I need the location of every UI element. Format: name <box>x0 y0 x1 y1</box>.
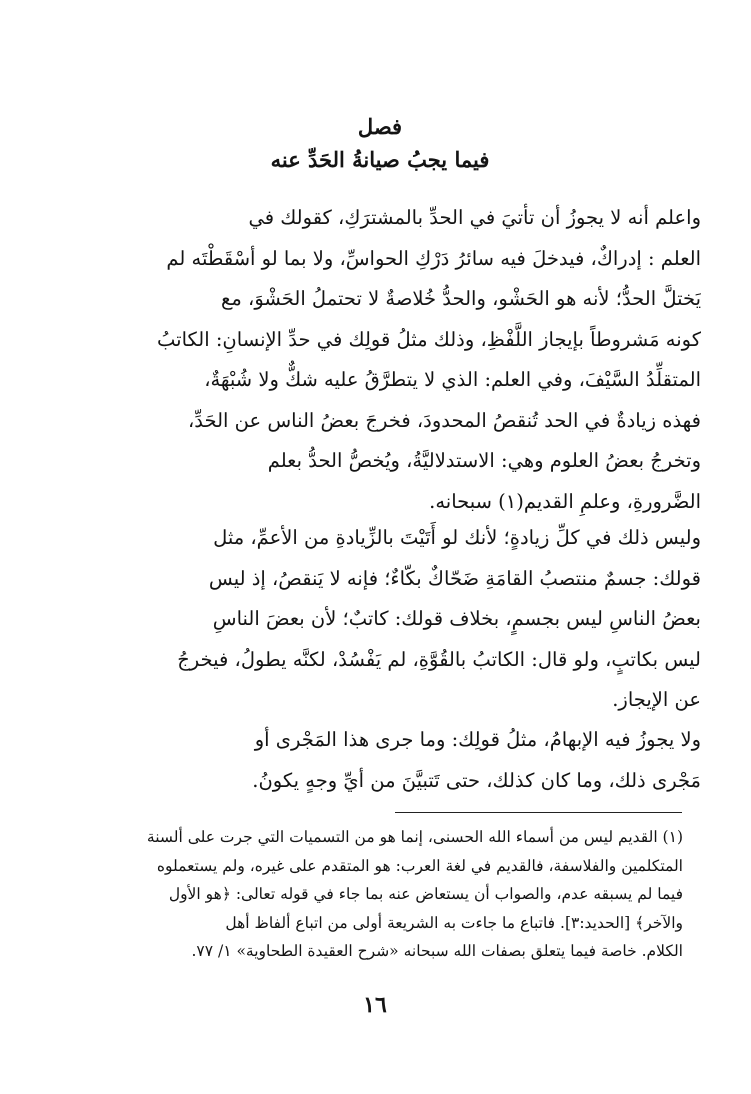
footnote <box>63 823 683 966</box>
footnote-line: المتكلمين والفلاسفة، فالقديم في لغة العرب: هو المتقدم على غيره، ولم يستعملوه <box>156 856 683 875</box>
text-line: وليس ذلك في كلِّ زيادةٍ؛ لأنك لو أَتَيْتَ بالزِّيادةِ من الأعمِّ، مثل <box>213 526 701 549</box>
text-line: بعضُ الناسِ ليس بجسمٍ، بخلاف قولك: كاتبٌ؛ لأن بعضَ الناسِ <box>212 607 701 630</box>
text-line: الضَّرورةِ، وعلمِ القديم(١) سبحانه. <box>429 489 701 513</box>
text-line: وتخرجُ بعضُ العلوم وهي: الاستدلاليَّةُ، ويُخصُّ الحدُّ بعلم <box>267 449 701 472</box>
text-line: العلم : إدراكٌ، فيدخلَ فيه سائرُ دَرْكِ الحواسِّ، ولا بما لو أسْقَطْتَه لم <box>166 246 701 270</box>
footnote-line: والآخر﴾ [الحديد:٣]. فاتباع ما جاءت به الشريعة أولى من اتباع ألفاظ أهل <box>225 913 683 932</box>
page-number: ١٦ <box>363 992 387 1018</box>
section-subtitle: فيما يجبُ صيانةُ الحَدِّ عنه <box>270 147 490 172</box>
footnote-line: الكلام. خاصة فيما يتعلق بصفات الله سبحانه «شرح العقيدة الطحاوية» ١/ ٧٧. <box>191 942 683 960</box>
footnote-line: فيما لم يسبقه عدم، والصواب أن يستعاض عنه بما جاء في قوله تعالى: ﴿هو الأول <box>168 885 683 903</box>
text-line: يَختلَّ الحدُّ؛ لأنه هو الحَشْو، والحدُّ خُلاصةٌ لا تحتملُ الحَشْوَ، مع <box>221 287 701 310</box>
paragraph-3 <box>41 720 701 801</box>
text-line: ولا يجوزُ فيه الإبهامُ، مثلُ قولِك: وما جرى هذا المَجْرى أو <box>254 728 701 751</box>
text-line: المتقلِّدُ السَّيْفَ، وفي العلم: الذي لا يتطرَّقُ عليه شكٌّ ولا شُبْهَةٌ، <box>204 368 701 391</box>
footnote-line: (١) القديم ليس من أسماء الله الحسنى، إنما هو من التسميات التي جرت على ألسنة <box>146 828 683 846</box>
text-line: مَجْرى ذلك، وما كان كذلك، حتى تَتبيَّنَ من أيِّ وجهٍ يكونُ. <box>252 768 701 792</box>
text-line: كونه مَشروطاً بإيجاز اللَّفْظِ، وذلك مثلُ قولِك في حدِّ الإنسانِ: الكاتبُ <box>157 327 701 351</box>
text-line: فهذه زيادةٌ في الحد تُنقصُ المحدودَ، فخرجَ بعضُ الناس عن الحَدِّ، <box>187 408 701 432</box>
text-line: عن الإيجاز. <box>612 688 701 711</box>
section-title: فصل <box>357 114 403 139</box>
footnote-divider <box>395 812 682 813</box>
paragraph-1 <box>41 198 701 522</box>
paragraph-2 <box>41 518 701 721</box>
text-line: قولك: جسمٌ منتصبُ القامَةِ ضَحّاكٌ بكّاءٌ؛ فإنه لا يَنقصُ، إذ ليس <box>208 566 701 590</box>
text-line: ليس بكاتبٍ، ولو قال: الكاتبُ بالقُوَّةِ، لم يَفْسُدْ، لكنَّه يطولُ، فيخرجُ <box>177 647 701 671</box>
text-line: واعلم أنه لا يجوزُ أن تأتيَ في الحدِّ بالمشترَكِ، كقولك في <box>248 206 701 229</box>
